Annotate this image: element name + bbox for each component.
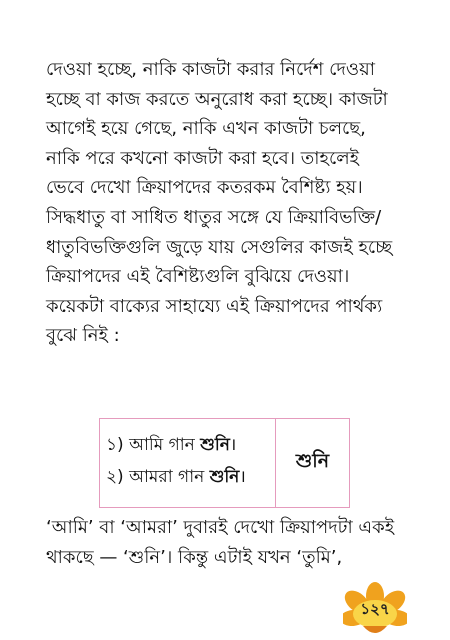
example-number: ২)	[106, 467, 124, 487]
example-text: আমরা গান	[129, 467, 205, 487]
text-line: ভেবে দেখো ক্রিয়াপদের কতরকম বৈশিষ্ট্য হয়।	[46, 177, 363, 199]
example-sentences	[100, 419, 276, 507]
example-row	[106, 461, 275, 493]
page-number: ১২৭	[360, 600, 390, 618]
example-table	[99, 418, 350, 508]
example-end: ।	[239, 467, 246, 487]
example-row	[106, 429, 275, 461]
example-number: ১)	[106, 435, 124, 455]
text-line: থাকছে — ‘শুনি’। কিন্তু এটাই যখন ‘তুমি’,	[46, 547, 343, 568]
verb-cell: শুনি	[295, 450, 330, 472]
example-text: আমি গান	[129, 435, 195, 455]
text-line: দেওয়া হচ্ছে, নাকি কাজটা করার নির্দেশ দেওয়া	[46, 59, 375, 80]
text-line: কয়েকটা বাক্যের সাহায্যে এই ক্রিয়াপদের পার্থক্য	[46, 295, 383, 317]
text-line: নাকি পরে কখনো কাজটা করা হবে। তাহলেই	[46, 147, 359, 169]
text-line: আগেই হয়ে গেছে, নাকি এখন কাজটা চলছে,	[46, 118, 366, 140]
text-line: বুঝে নিই :	[46, 325, 120, 347]
text-line: সিদ্ধধাতু বা সাধিত ধাতুর সঙ্গে যে ক্রিয়াবিভক্তি/	[46, 206, 382, 228]
example-end: ।	[229, 435, 237, 455]
paragraph-1	[46, 55, 406, 351]
page-number-badge	[343, 582, 407, 640]
text-line: ধাতুবিভক্তিগুলি জুড়ে যায় সেগুলির কাজই হচ্ছে	[46, 236, 393, 258]
text-line: ‘আমি’ বা ‘আমরা’ দুবারই দেখো ক্রিয়াপদটা একই	[46, 517, 395, 538]
text-line: হচ্ছে বা কাজ করতে অনুরোধ করা হচ্ছে। কাজটা	[46, 88, 388, 110]
paragraph-2	[46, 513, 406, 573]
text-line: ক্রিয়াপদের এই বৈশিষ্ট্যগুলি বুঝিয়ে দেওয়া।	[46, 266, 350, 288]
example-verb: শুনি	[200, 435, 230, 455]
example-verb: শুনি	[209, 467, 240, 487]
